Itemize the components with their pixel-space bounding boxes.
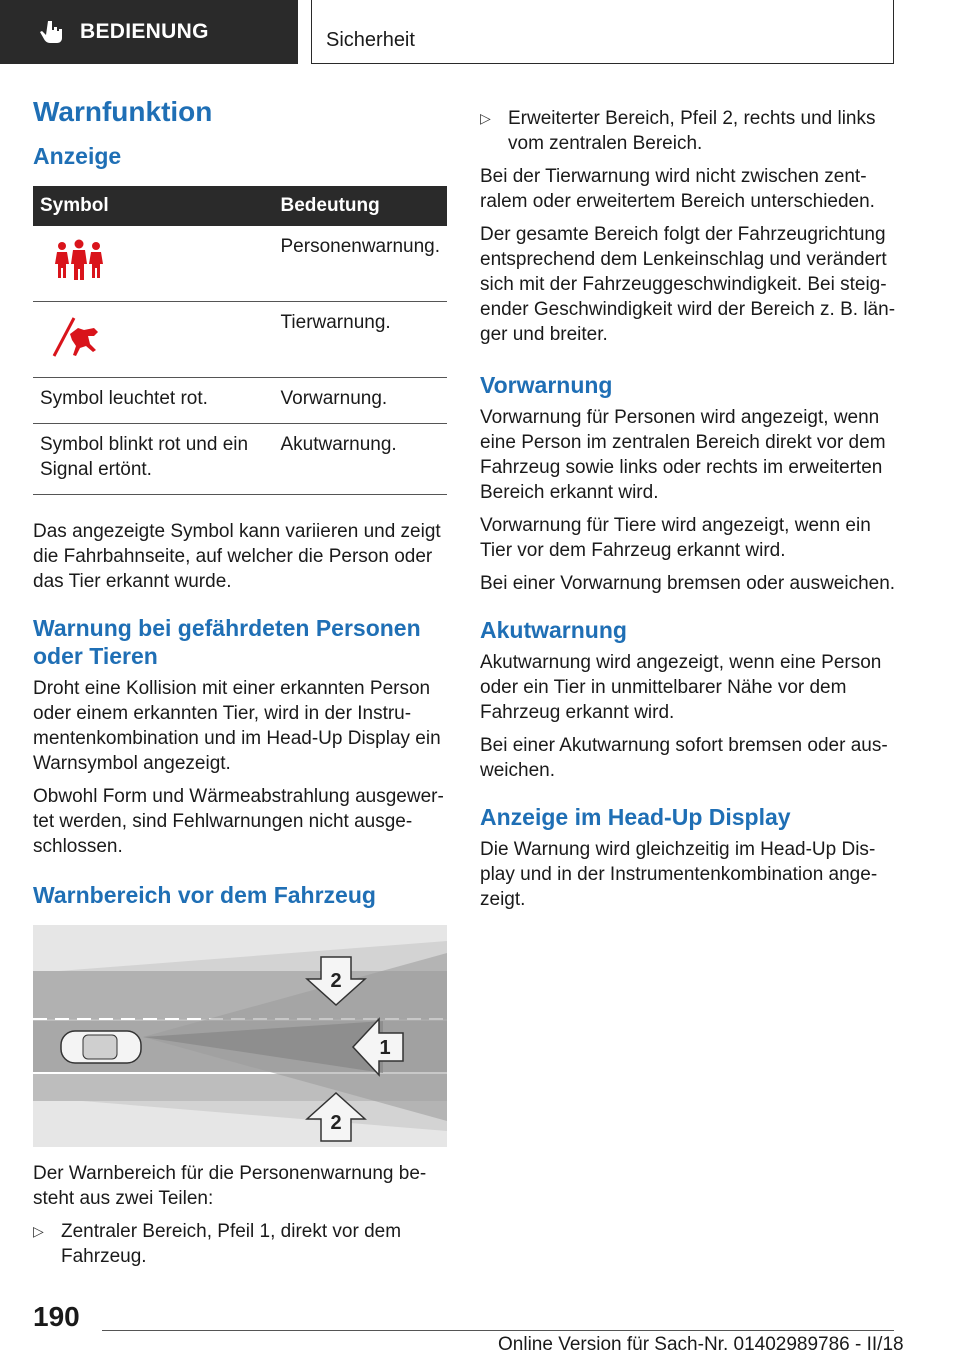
- left-column: [33, 96, 447, 1277]
- animal-warning-icon: [52, 314, 108, 358]
- paragraph: Der Warnbereich für die Personenwarnung besteht aus zwei Teilen:: [33, 1163, 427, 1209]
- section-heading-vorwarnung: Vorwarnung: [480, 372, 613, 398]
- chapter-box: [311, 0, 894, 64]
- footer-divider: [102, 1330, 894, 1331]
- page-header: [0, 0, 960, 66]
- table-cell-meaning: Vorwarnung.: [274, 378, 448, 424]
- paragraph: Obwohl Form und Wärmeabstrahlung ausgewertet werden, sind Fehlwarnungen nicht ausgeschlossen.: [33, 786, 444, 857]
- table-row: [33, 302, 447, 378]
- section-tab: [0, 0, 298, 64]
- arrow-2-top-label: 2: [330, 970, 342, 992]
- list-item: [480, 106, 896, 156]
- triangle-bullet-icon: ▷: [33, 1223, 44, 1239]
- paragraph: Bei der Tierwarnung wird nicht zwischen zentralem oder erweitertem Bereich unterschieden.: [480, 166, 875, 212]
- paragraph: Vorwarnung für Personen wird angezeigt, wenn eine Person im zentralen Bereich direkt vor dem Fahrzeug sowie links oder rechts im erweiterten Bereich erkannt wird.: [480, 407, 886, 503]
- section-heading-anzeige: Anzeige: [33, 143, 122, 169]
- table-cell-symbol: [33, 226, 274, 302]
- page-title: Warnfunktion: [33, 96, 213, 127]
- table-row: [33, 378, 447, 424]
- table-header-symbol: Symbol: [33, 186, 274, 226]
- table-cell-meaning: Akutwarnung.: [274, 424, 448, 495]
- list-item-text: Erweiterter Bereich, Pfeil 2, rechts und links vom zentralen Bereich.: [508, 108, 876, 154]
- section-heading-hud: Anzeige im Head-Up Display: [480, 804, 791, 830]
- warning-area-diagram: [33, 925, 447, 1147]
- warning-symbol-table: [33, 186, 447, 495]
- table-cell-symbol: [33, 302, 274, 378]
- paragraph: Droht eine Kollision mit einer erkannten Person oder einem erkannten Tier, wird in der Instrumentenkombination und im Head-Up Display ein Warnsymbol angezeigt.: [33, 678, 441, 774]
- paragraph: Vorwarnung für Tiere wird angezeigt, wenn ein Tier vor dem Fahrzeug erkannt wird.: [480, 515, 871, 561]
- table-cell-symbol: Symbol blinkt rot und ein Signal ertönt.: [33, 424, 274, 495]
- section-heading-warnbereich: Warnbereich vor dem Fahrzeug: [33, 882, 376, 908]
- paragraph: Bei einer Akutwarnung sofort bremsen oder ausweichen.: [480, 735, 888, 781]
- table-header-meaning: Bedeutung: [274, 186, 448, 226]
- table-cell-meaning: Personenwarnung.: [274, 226, 448, 302]
- table-cell-symbol: Symbol leuchtet rot.: [33, 378, 274, 424]
- list-item: [33, 1219, 447, 1269]
- paragraph: Das angezeigte Symbol kann variieren und zeigt die Fahrbahnseite, auf welcher die Person oder das Tier erkannt wurde.: [33, 521, 441, 592]
- chapter-label: Sicherheit: [326, 29, 415, 51]
- list-item-text: Zentraler Bereich, Pfeil 1, direkt vor dem Fahrzeug.: [61, 1221, 402, 1267]
- page-number: 190: [33, 1301, 80, 1332]
- table-row: [33, 226, 447, 302]
- right-column: [480, 106, 896, 920]
- online-version-text: Online Version für Sach-Nr. 01402989786 - II/18: [498, 1334, 904, 1355]
- section-heading-akutwarnung: Akutwarnung: [480, 617, 627, 643]
- arrow-1-label: 1: [379, 1037, 391, 1059]
- paragraph: Der gesamte Bereich folgt der Fahrzeugrichtung entsprechend dem Lenkeinschlag und verändert sich mit der Fahrzeuggeschwindigkeit. Bei steigender Geschwindigkeit wird der Bereich z. B. länger und breiter.: [480, 224, 896, 345]
- paragraph: Bei einer Vorwarnung bremsen oder ausweichen.: [480, 573, 896, 594]
- section-heading-warnung: Warnung bei gefährdeten Personen oder Tieren: [33, 615, 421, 669]
- arrow-2-bottom-label: 2: [330, 1112, 342, 1134]
- paragraph: Akutwarnung wird angezeigt, wenn eine Person oder ein Tier in unmittelbarer Nähe vor dem Fahrzeug erkannt wird.: [480, 652, 882, 723]
- section-label: BEDIENUNG: [80, 20, 209, 43]
- person-warning-icon: [52, 238, 106, 282]
- table-row: [33, 424, 447, 495]
- table-cell-meaning: Tierwarnung.: [274, 302, 448, 378]
- paragraph: Die Warnung wird gleichzeitig im Head-Up Display und in der Instrumentenkombination angezeigt.: [480, 839, 878, 910]
- triangle-bullet-icon: ▷: [480, 110, 491, 126]
- pointing-hand-icon: [40, 19, 66, 45]
